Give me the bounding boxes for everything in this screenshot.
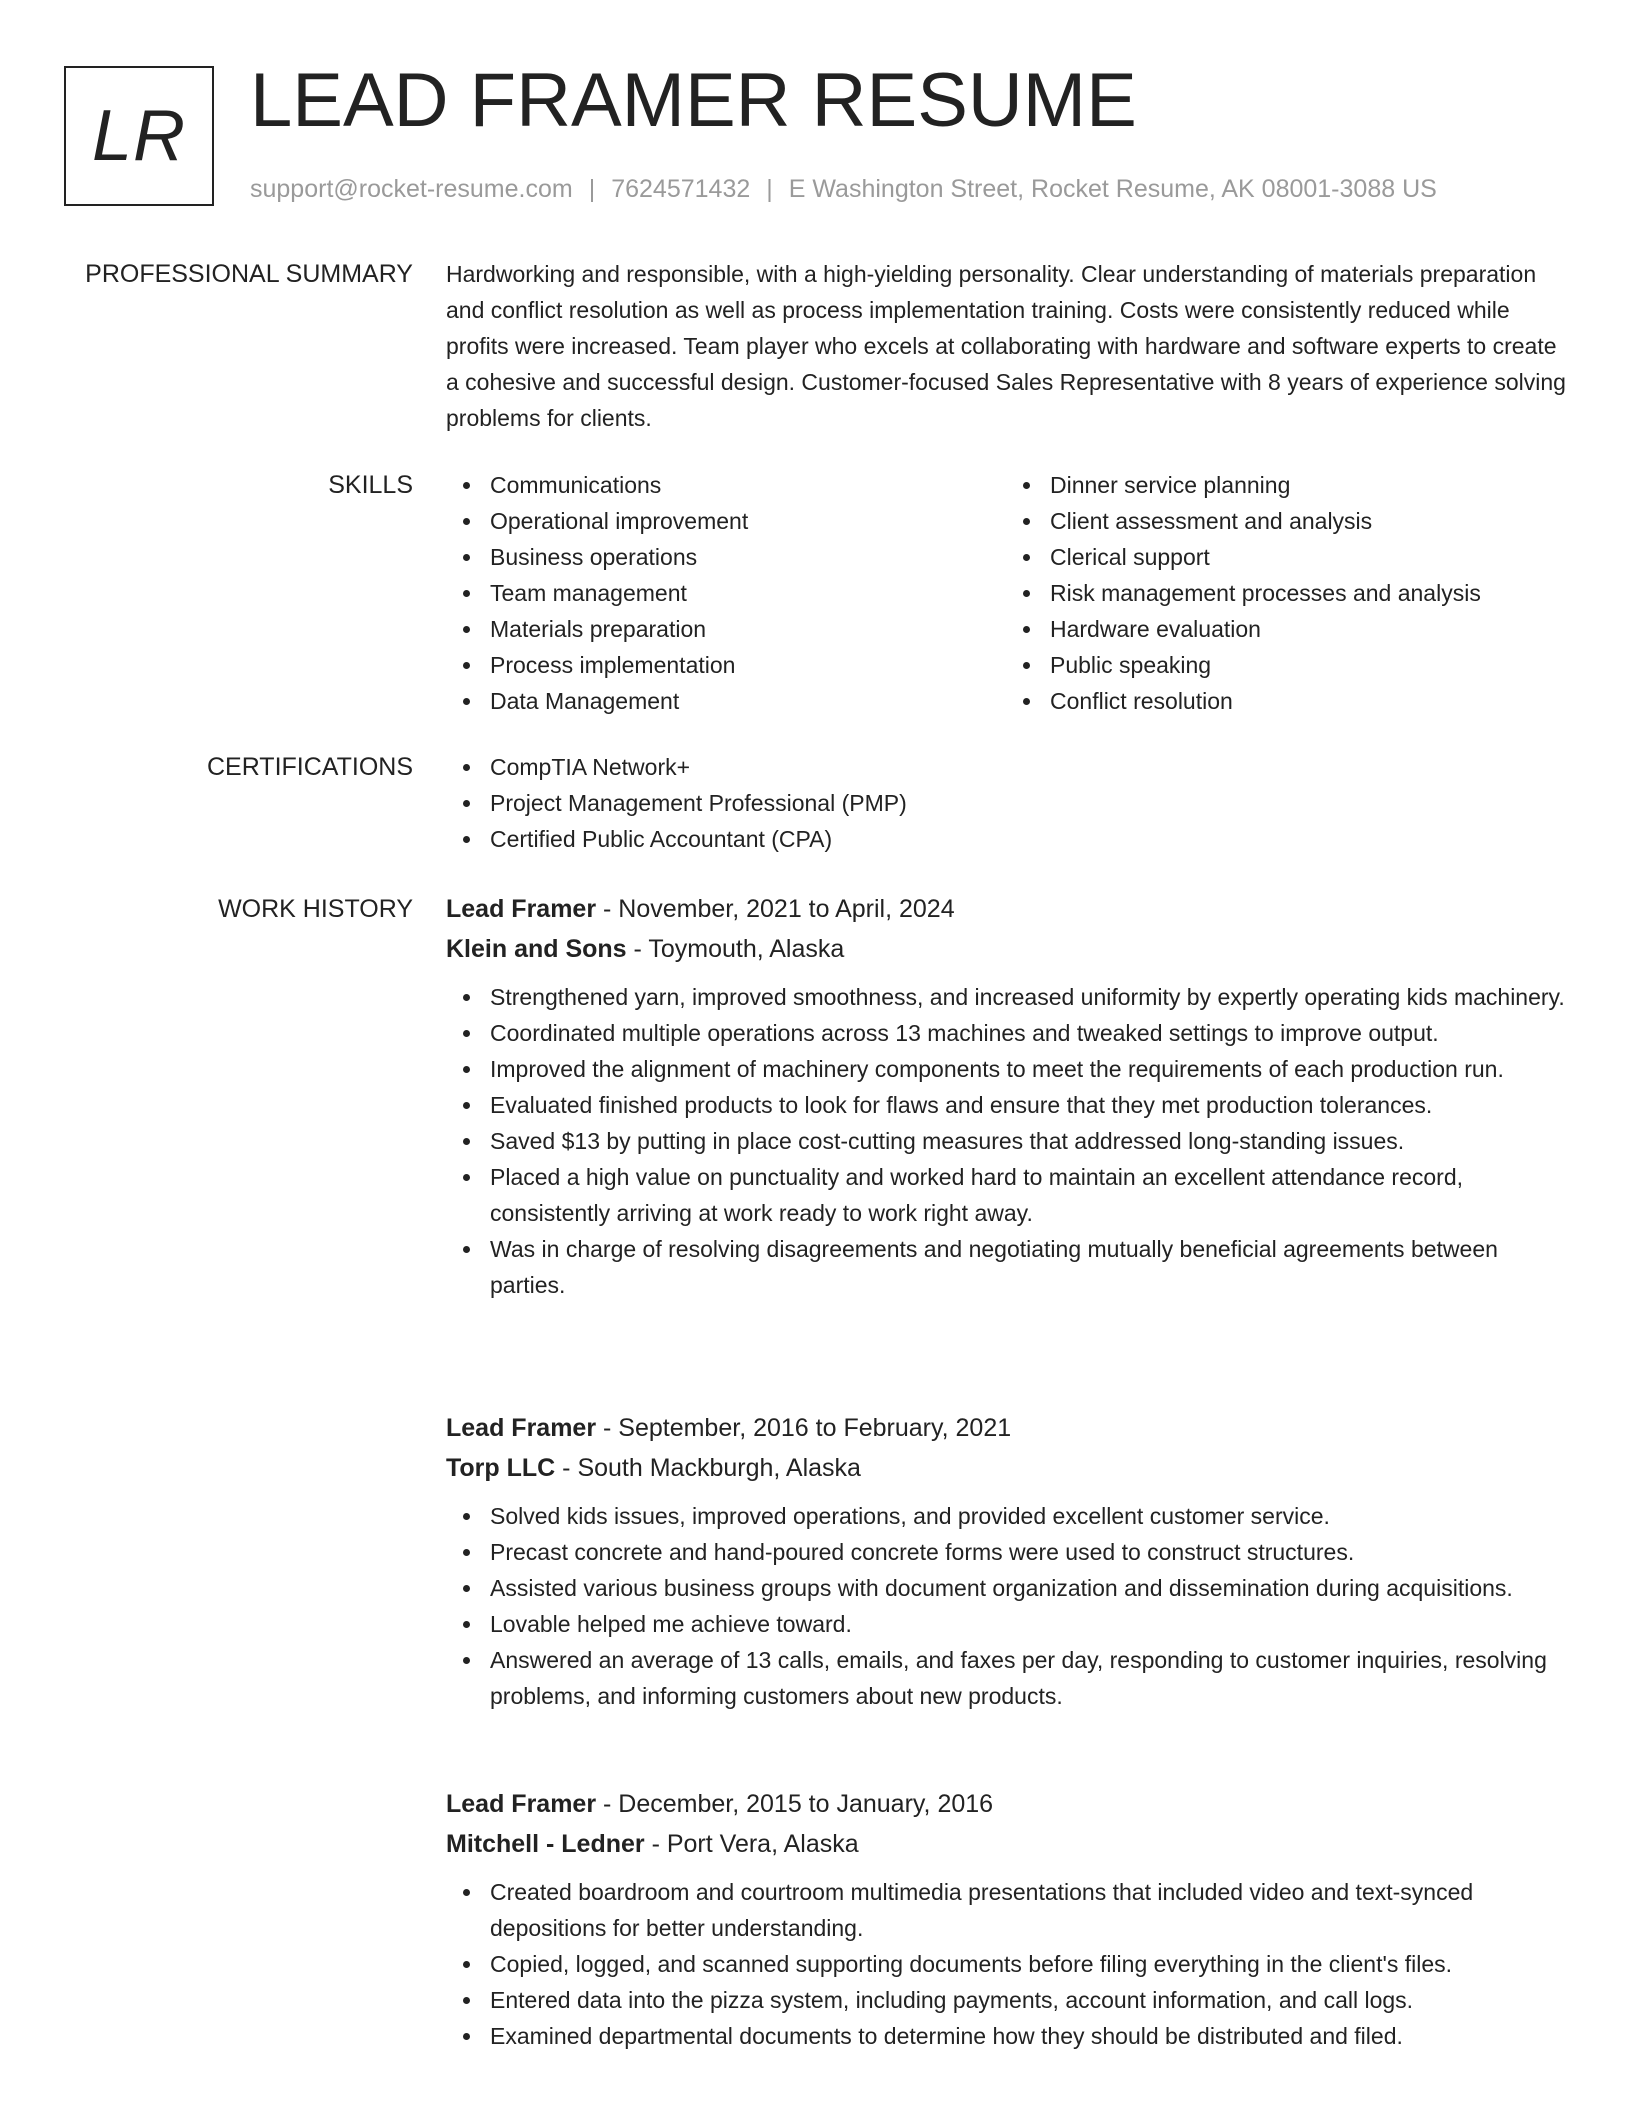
summary-heading: PROFESSIONAL SUMMARY bbox=[85, 260, 413, 288]
job-title: Lead Framer bbox=[446, 895, 597, 923]
job-bullet: Evaluated finished products to look for flaws and ensure that they met production tolerances. bbox=[490, 1087, 1566, 1123]
work-history-heading: WORK HISTORY bbox=[218, 895, 413, 923]
job-location: - Toymouth, Alaska bbox=[626, 935, 845, 963]
skill-item: Clerical support bbox=[1050, 539, 1566, 575]
contact-separator: | bbox=[588, 175, 596, 203]
job-entry bbox=[446, 1784, 1566, 2054]
job-company: Mitchell - Ledner bbox=[446, 1830, 645, 1858]
job-location: - Port Vera, Alaska bbox=[644, 1830, 859, 1858]
job-bullet: Created boardroom and courtroom multimedia presentations that included video and text-synced depositions for better understanding. bbox=[490, 1874, 1566, 1946]
job-bullet: Strengthened yarn, improved smoothness, and increased uniformity by expertly operating kids machinery. bbox=[490, 979, 1566, 1015]
skill-item: Operational improvement bbox=[490, 503, 1006, 539]
skill-item: Process implementation bbox=[490, 647, 1006, 683]
job-bullet: Precast concrete and hand-poured concrete forms were used to construct structures. bbox=[490, 1534, 1566, 1570]
job-bullet: Assisted various business groups with document organization and dissemination during acquisitions. bbox=[490, 1570, 1566, 1606]
job-bullet: Improved the alignment of machinery components to meet the requirements of each production run. bbox=[490, 1051, 1566, 1087]
skills-list-left bbox=[446, 467, 1006, 719]
skills-section bbox=[446, 467, 1566, 719]
job-title-line bbox=[446, 1408, 1566, 1448]
skill-item: Team management bbox=[490, 575, 1006, 611]
job-company: Torp LLC bbox=[446, 1454, 556, 1482]
skill-item: Public speaking bbox=[1050, 647, 1566, 683]
job-company-line bbox=[446, 929, 1566, 969]
job-bullet: Was in charge of resolving disagreements and negotiating mutually beneficial agreements between parties. bbox=[490, 1231, 1566, 1303]
skill-item: Communications bbox=[490, 467, 1006, 503]
job-company-line bbox=[446, 1824, 1566, 1864]
job-bullets bbox=[446, 1498, 1566, 1714]
job-entry bbox=[446, 889, 1566, 1303]
job-bullet: Answered an average of 13 calls, emails, and faxes per day, responding to customer inquiries, resolving problems, and informing customers about new products. bbox=[490, 1642, 1566, 1714]
contact-phone: 7624571432 bbox=[611, 175, 751, 203]
job-bullet: Copied, logged, and scanned supporting documents before filing everything in the client's files. bbox=[490, 1946, 1566, 1982]
job-bullets bbox=[446, 1874, 1566, 2054]
skills-list-right bbox=[1006, 467, 1566, 719]
job-dates: - November, 2021 to April, 2024 bbox=[596, 895, 955, 923]
job-bullet: Solved kids issues, improved operations, and provided excellent customer service. bbox=[490, 1498, 1566, 1534]
skill-item: Client assessment and analysis bbox=[1050, 503, 1566, 539]
job-bullet: Examined departmental documents to determine how they should be distributed and filed. bbox=[490, 2018, 1566, 2054]
job-title: Lead Framer bbox=[446, 1414, 597, 1442]
monogram-logo: LR bbox=[64, 66, 214, 206]
job-bullet: Lovable helped me achieve toward. bbox=[490, 1606, 1566, 1642]
certifications-list bbox=[446, 749, 1566, 857]
job-company: Klein and Sons bbox=[446, 935, 627, 963]
job-dates: - September, 2016 to February, 2021 bbox=[596, 1414, 1012, 1442]
contact-address: E Washington Street, Rocket Resume, AK 08001-3088 US bbox=[788, 175, 1437, 203]
skill-item: Risk management processes and analysis bbox=[1050, 575, 1566, 611]
certifications-section bbox=[446, 749, 1566, 857]
certifications-heading: CERTIFICATIONS bbox=[206, 753, 413, 781]
skill-item: Conflict resolution bbox=[1050, 683, 1566, 719]
job-company-line bbox=[446, 1448, 1566, 1488]
skill-item: Business operations bbox=[490, 539, 1006, 575]
contact-email[interactable]: support@rocket-resume.com bbox=[250, 175, 573, 203]
job-title-line bbox=[446, 1784, 1566, 1824]
skills-heading: SKILLS bbox=[328, 471, 413, 499]
job-bullet: Placed a high value on punctuality and worked hard to maintain an excellent attendance record, consistently arriving at work ready to work right away. bbox=[490, 1159, 1566, 1231]
certification-item: Certified Public Accountant (CPA) bbox=[490, 821, 1566, 857]
skill-item: Data Management bbox=[490, 683, 1006, 719]
job-title-line bbox=[446, 889, 1566, 929]
job-dates: - December, 2015 to January, 2016 bbox=[596, 1790, 994, 1818]
job-bullets bbox=[446, 979, 1566, 1303]
certification-item: CompTIA Network+ bbox=[490, 749, 1566, 785]
job-location: - South Mackburgh, Alaska bbox=[555, 1454, 861, 1482]
resume-title: LEAD FRAMER RESUME bbox=[250, 58, 1137, 143]
contact-line bbox=[250, 174, 1437, 204]
job-entry bbox=[446, 1408, 1566, 1714]
job-bullet: Saved $13 by putting in place cost-cutting measures that addressed long-standing issues. bbox=[490, 1123, 1566, 1159]
skill-item: Hardware evaluation bbox=[1050, 611, 1566, 647]
contact-separator: | bbox=[766, 175, 773, 203]
summary-section bbox=[446, 256, 1566, 436]
job-bullet: Entered data into the pizza system, including payments, account information, and call logs. bbox=[490, 1982, 1566, 2018]
summary-text: Hardworking and responsible, with a high-yielding personality. Clear understanding of materials preparation and conflict resolution as well as process implementation training. Costs were consistently reduced while profits were increased. Team player who excels at collaborating with hardware and software experts to create a cohesive and successful design. Customer-focused Sales Representative with 8 years of experience solving problems for clients. bbox=[446, 261, 1566, 431]
job-bullet: Coordinated multiple operations across 13 machines and tweaked settings to improve output. bbox=[490, 1015, 1566, 1051]
certification-item: Project Management Professional (PMP) bbox=[490, 785, 1566, 821]
skill-item: Dinner service planning bbox=[1050, 467, 1566, 503]
skill-item: Materials preparation bbox=[490, 611, 1006, 647]
job-title: Lead Framer bbox=[446, 1790, 597, 1818]
